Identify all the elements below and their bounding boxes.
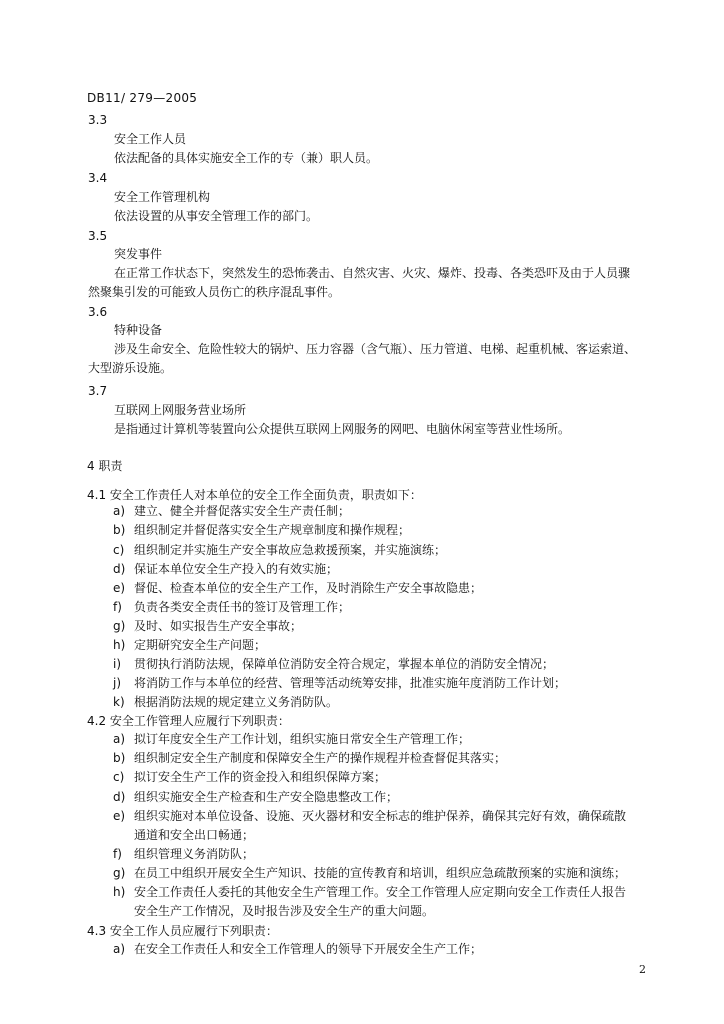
list-item: 将消防工作与本单位的经营、管理等活动统筹安排，批准实施年度消防工作计划； [134, 676, 567, 690]
list-item-letter: f) [113, 847, 122, 861]
list-item-letter: c) [113, 770, 125, 784]
document-code: DB11/ 279—2005 [87, 91, 198, 105]
list-item-cont: 通道和安全出口畅通； [134, 828, 255, 842]
list-item-letter: j) [113, 676, 122, 690]
clause-heading: 4.3 安全工作人员应履行下列职责： [87, 924, 278, 938]
list-item-letter: d) [113, 790, 126, 804]
term-definition-cont: 大型游乐设施。 [88, 361, 173, 375]
list-item-letter: a) [113, 942, 126, 956]
clause-heading: 4.1 安全工作责任人对本单位的安全工作全面负责，职责如下： [87, 488, 422, 502]
term-definition: 涉及生命安全、危险性较大的锅炉、压力容器（含气瓶）、压力管道、电梯、起重机械、客运索道、 [114, 342, 637, 356]
page-number: 2 [639, 963, 646, 976]
term-definition: 依法设置的从事安全管理工作的部门。 [114, 209, 319, 223]
term-title: 特种设备 [114, 323, 163, 337]
list-item: 保证本单位安全生产投入的有效实施； [134, 562, 339, 576]
term-number: 3.3 [88, 113, 108, 127]
list-item: 根据消防法规的规定建立义务消防队。 [134, 695, 339, 709]
list-item: 组织制定安全生产制度和保障安全生产的操作规程并检查督促其落实； [134, 751, 507, 765]
section-title: 4 职责 [87, 459, 123, 473]
term-definition: 在正常工作状态下，突然发生的恐怖袭击、自然灾害、火灾、爆炸、投毒、各类恐吓及由于人员骤 [114, 266, 631, 280]
list-item: 组织制定并督促落实安全生产规章制度和操作规程； [134, 523, 411, 537]
list-item: 组织实施安全生产检查和生产安全隐患整改工作； [134, 790, 399, 804]
list-item: 拟订安全生产工作的资金投入和组织保障方案； [134, 770, 387, 784]
term-title: 安全工作管理机构 [114, 190, 211, 204]
term-definition: 是指通过计算机等装置向公众提供互联网上网服务的网吧、电脑休闲室等营业性场所。 [114, 422, 571, 436]
list-item-letter: e) [113, 809, 126, 823]
list-item-letter: g) [113, 866, 126, 880]
term-title: 安全工作人员 [114, 132, 187, 146]
list-item: 在安全工作责任人和安全工作管理人的领导下开展安全生产工作； [134, 942, 483, 956]
list-item: 组织实施对本单位设备、设施、灭火器材和安全标志的维护保养，确保其完好有效，确保疏散 [134, 809, 627, 823]
term-number: 3.4 [88, 171, 108, 185]
list-item-letter: e) [113, 581, 126, 595]
list-item: 拟订年度安全生产工作计划，组织实施日常安全生产管理工作； [134, 732, 471, 746]
list-item-cont: 安全生产工作情况，及时报告涉及安全生产的重大问题。 [134, 904, 435, 918]
term-number: 3.6 [88, 305, 108, 319]
list-item: 建立、健全并督促落实安全生产责任制； [134, 504, 351, 518]
list-item: 及时、如实报告生产安全事故； [134, 619, 303, 633]
list-item: 组织制定并实施生产安全事故应急救援预案，并实施演练； [134, 543, 447, 557]
list-item-letter: g) [113, 619, 126, 633]
list-item: 安全工作责任人委托的其他安全生产管理工作。安全工作管理人应定期向安全工作责任人报告 [134, 885, 627, 899]
term-number: 3.5 [88, 229, 108, 243]
list-item: 贯彻执行消防法规，保障单位消防安全符合规定，掌握本单位的消防安全情况； [134, 657, 555, 671]
list-item: 组织管理义务消防队； [134, 847, 255, 861]
list-item: 负责各类安全责任书的签订及管理工作； [134, 600, 351, 614]
list-item: 督促、检查本单位的安全生产工作，及时消除生产安全事故隐患； [134, 581, 483, 595]
list-item: 定期研究安全生产问题； [134, 638, 267, 652]
list-item-letter: c) [113, 543, 125, 557]
list-item-letter: h) [113, 885, 126, 899]
term-number: 3.7 [88, 384, 108, 398]
list-item-letter: f) [113, 600, 122, 614]
list-item-letter: h) [113, 638, 126, 652]
term-title: 互联网上网服务营业场所 [114, 403, 247, 417]
list-item-letter: b) [113, 523, 126, 537]
list-item-letter: a) [113, 732, 126, 746]
list-item-letter: b) [113, 751, 126, 765]
list-item-letter: i) [113, 657, 122, 671]
list-item-letter: d) [113, 562, 126, 576]
list-item: 在员工中组织开展安全生产知识、技能的宣传教育和培训，组织应急疏散预案的实施和演练； [134, 866, 627, 880]
term-definition-cont: 然聚集引发的可能致人员伤亡的秩序混乱事件。 [88, 285, 341, 299]
clause-heading: 4.2 安全工作管理人应履行下列职责： [87, 714, 290, 728]
term-definition: 依法配备的具体实施安全工作的专（兼）职人员。 [114, 151, 379, 165]
list-item-letter: k) [113, 695, 125, 709]
term-title: 突发事件 [114, 247, 163, 261]
list-item-letter: a) [113, 504, 126, 518]
